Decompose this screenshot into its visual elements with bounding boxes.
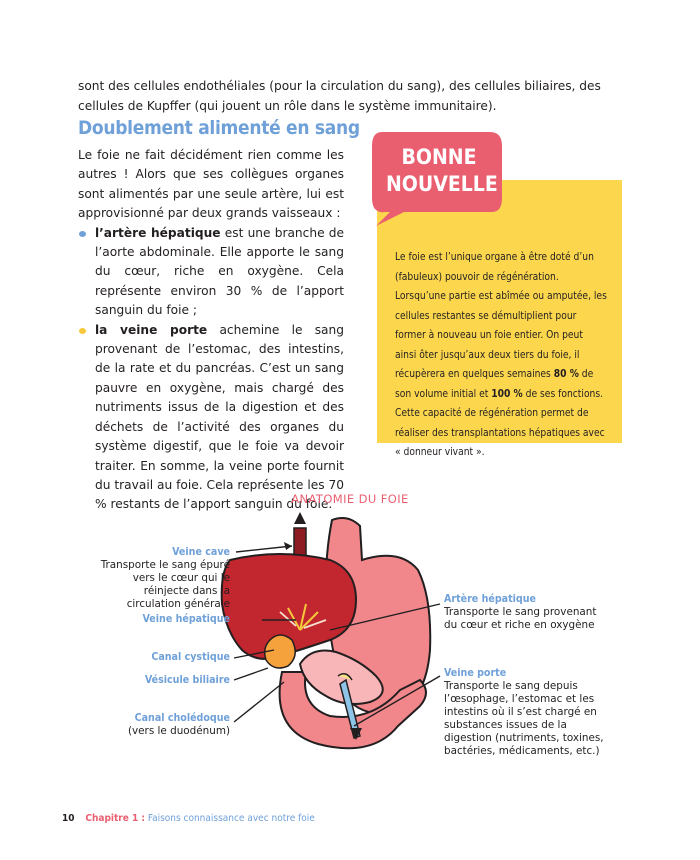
section-title: Doublement alimenté en sang — [78, 117, 360, 139]
label-canal-choledoque: Canal cholédoque (vers le duodénum) — [127, 712, 230, 737]
bullet-term: la veine porte — [95, 322, 208, 337]
label-vesicule-biliaire: Vésicule biliaire — [144, 674, 230, 686]
section-paragraph: Le foie ne fait décidément rien comme les autres ! Alors que ses collègues organes sont alimentés par une seule artère, lui est approvisionné par deux grands vaisseaux : — [78, 148, 344, 221]
page-footer — [62, 813, 315, 824]
diagram-title: ANATOMIE DU FOIE — [291, 492, 409, 506]
label-canal-cystique: Canal cystique — [151, 651, 230, 663]
bullet-text: achemine le sang provenant de l’estomac, des intestins, de la rate et du pancréas. C’est un sang pauvre en oxygène, mais chargé des nutriments issus de la digestion et des déchets de l’activité des organes du système digestif, que le foie va devoir traiter. En somme, la veine porte fournit du travail au foie. Cela représente les 70 % restants de l’apport sanguin du foie. — [95, 322, 344, 512]
intro-paragraph: sont des cellules endothéliales (pour la circulation du sang), des cellules biliaires, des cellules de Kupffer (qui jouent un rôle dans le système immunitaire). — [78, 79, 601, 113]
bullet-term: l’artère hépatique — [95, 225, 221, 240]
chapter-label: Chapitre 1 : — [85, 813, 145, 824]
page-number: 10 — [62, 813, 75, 824]
pointer-veine-cave — [236, 546, 292, 552]
pointer-vesicule — [234, 668, 268, 680]
callout-text: Le foie est l’unique organe à être doté d’un (fabuleux) pouvoir de régénération. Lorsqu’une partie est abîmée ou amputée, les cellules restantes se démultiplient pour former à nouveau un foie entier. On peut ainsi ôter jusqu’aux deux tiers du foie, il récupèrera en quelques semaines 80 % de son volume initial et 100 % de ses fonctions. Cette capacité de régénération permet de réaliser des transplantations hépatiques avec « donneur vivant ». — [395, 252, 607, 458]
chapter-title: Faisons connaissance avec notre foie — [147, 813, 315, 824]
label-artere-hepatique: Artère hépatique Transporte le sang provenant du cœur et riche en oxygène — [444, 593, 597, 631]
pointer-canal-choledoque — [234, 682, 284, 722]
label-veine-hepatique: Veine hépatique — [142, 613, 230, 625]
bullet-text: est une branche de l’aorte abdominale. Elle apporte le sang du cœur, riche en oxygène. Cela représente environ 30 % de l’apport sanguin du foie ; — [95, 225, 345, 318]
callout-heading: BONNE NOUVELLE — [386, 145, 498, 196]
label-veine-cave: Veine cave Transporte le sang épuré vers le cœur qui le réinjecte dans la circulation générale — [100, 546, 230, 610]
label-veine-porte: Veine porte Transporte le sang depuis l’œsophage, l’estomac et les intestins où il s’est chargé en substances issues de la digestion (nutriments, toxines, bactéries, médicaments, etc.) — [444, 667, 604, 757]
